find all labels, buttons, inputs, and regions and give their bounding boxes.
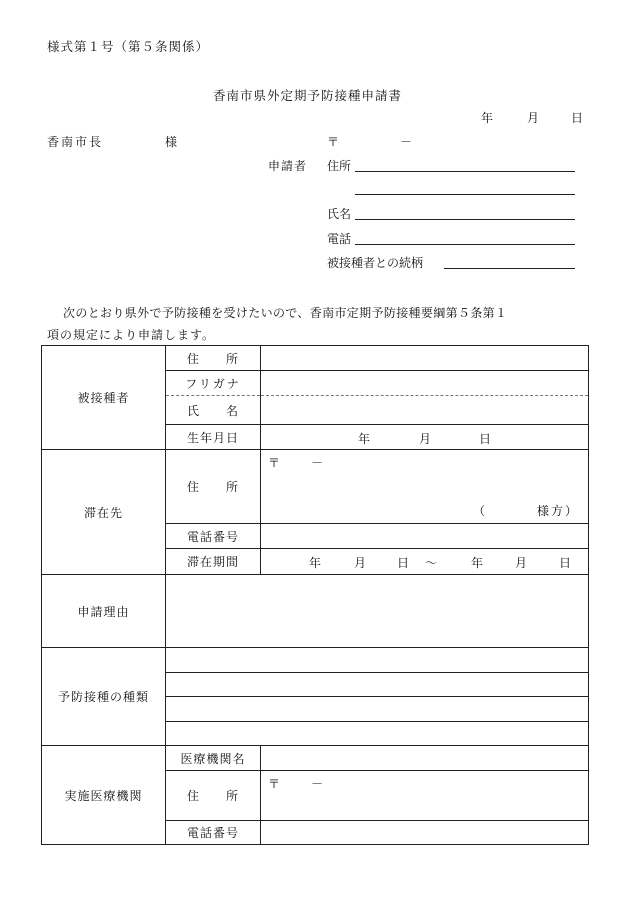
- applicant-label: 申請者: [268, 159, 308, 173]
- stay-to-month: 月: [515, 556, 528, 570]
- date-month-label: 月: [527, 111, 540, 125]
- vaccine-row-2[interactable]: [166, 673, 589, 697]
- birth-day-label: 日: [479, 432, 492, 446]
- facility-address-label: 住 所: [166, 771, 261, 821]
- reason-field[interactable]: [166, 575, 589, 648]
- stay-from-day: 日: [397, 556, 410, 570]
- facility-phone-label: 電話番号: [166, 821, 261, 845]
- date-day-label: 日: [571, 111, 584, 125]
- stay-period-field[interactable]: [261, 549, 589, 575]
- vaccine-category: 予防接種の種類: [42, 648, 166, 746]
- page-title: 香南市県外定期予防接種申請書: [213, 88, 403, 103]
- patient-address-label: 住 所: [166, 346, 261, 371]
- stay-from-month: 月: [354, 556, 367, 570]
- applicant-phone-label: 電話: [327, 232, 352, 246]
- facility-address-field[interactable]: [261, 771, 589, 821]
- facility-phone-field[interactable]: [261, 821, 589, 845]
- patient-address-field[interactable]: [261, 346, 589, 371]
- stay-to-year: 年: [471, 556, 484, 570]
- reason-category: 申請理由: [42, 575, 166, 648]
- stay-postal-mark: 〒: [268, 456, 281, 470]
- applicant-name-line[interactable]: [355, 219, 575, 220]
- patient-furigana-label: フリガナ: [166, 371, 261, 396]
- stay-period-tilde: ～: [425, 556, 438, 570]
- body-text-line-1: 次のとおり県外で予防接種を受けたいので、香南市定期予防接種要綱第５条第１: [63, 306, 508, 320]
- applicant-address-label: 住所: [327, 159, 352, 173]
- stay-to-day: 日: [559, 556, 572, 570]
- patient-furigana-field[interactable]: [261, 371, 589, 396]
- vaccine-row-4[interactable]: [166, 722, 589, 746]
- birth-month-label: 月: [419, 432, 432, 446]
- vaccine-row-3[interactable]: [166, 697, 589, 722]
- stay-phone-field[interactable]: [261, 524, 589, 549]
- facility-name-field[interactable]: [261, 746, 589, 771]
- body-text-line-2: 項の規定により申請します。: [47, 328, 216, 342]
- facility-postal-mark: 〒: [268, 777, 281, 791]
- facility-category: 実施医療機関: [42, 746, 166, 845]
- facility-postal-dash: －: [311, 777, 324, 791]
- patient-birthdate-label: 生年月日: [166, 425, 261, 450]
- applicant-address-line[interactable]: [355, 171, 575, 172]
- birth-year-label: 年: [358, 432, 371, 446]
- vaccine-row-1[interactable]: [166, 648, 589, 673]
- honorific: 様: [165, 135, 178, 149]
- application-table: [41, 345, 589, 845]
- stay-address-field[interactable]: [261, 450, 589, 524]
- stay-careof-label: 様方）: [537, 504, 580, 518]
- applicant-address-line-2[interactable]: [355, 194, 575, 195]
- stay-from-year: 年: [309, 556, 322, 570]
- patient-name-field[interactable]: [261, 396, 589, 425]
- applicant-relation-line[interactable]: [444, 268, 575, 269]
- stay-postal-dash: －: [311, 456, 324, 470]
- addressee: 香南市長: [47, 135, 104, 149]
- form-number: 様式第１号（第５条関係）: [47, 39, 210, 54]
- date-year-label: 年: [481, 111, 494, 125]
- facility-name-label: 医療機関名: [166, 746, 261, 771]
- patient-birthdate-field[interactable]: [261, 425, 589, 450]
- applicant-name-label: 氏名: [327, 207, 352, 221]
- applicant-phone-line[interactable]: [355, 244, 575, 245]
- patient-name-label: 氏 名: [166, 396, 261, 425]
- stay-category: 滞在先: [42, 450, 166, 575]
- stay-careof-open: （: [473, 504, 486, 518]
- stay-address-label: 住 所: [166, 450, 261, 524]
- applicant-relation-label: 被接種者との続柄: [327, 256, 424, 270]
- stay-phone-label: 電話番号: [166, 524, 261, 549]
- patient-category: 被接種者: [42, 346, 166, 450]
- applicant-postal-mark: 〒: [327, 135, 340, 149]
- stay-period-label: 滞在期間: [166, 549, 261, 575]
- applicant-postal-dash: －: [400, 135, 413, 149]
